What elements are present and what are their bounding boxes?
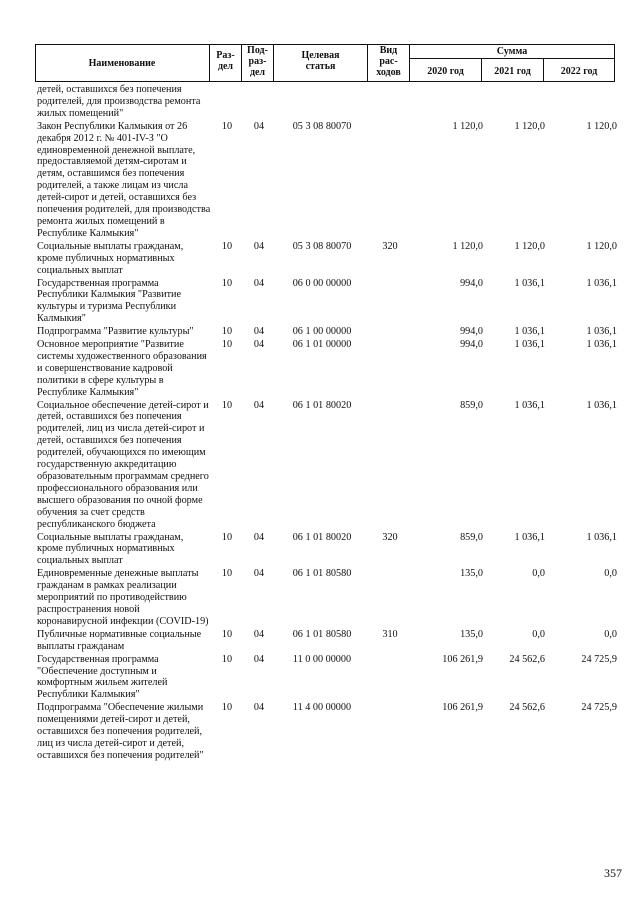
row-2022: 0,0 <box>604 628 617 640</box>
row-vr <box>369 400 411 532</box>
row-name: Подпрограмма "Обеспечение жилыми помещениями детей-сирот и детей, оставшихся без попечения родителей, лиц из числа детей-сирот и детей, оставшихся без попечения родителей" <box>37 702 204 761</box>
row-podrazdel: 04 <box>253 653 265 665</box>
row-2021 <box>483 84 545 121</box>
table-row <box>37 702 617 763</box>
row-vr <box>369 654 411 703</box>
row-razdel: 10 <box>221 339 233 351</box>
row-csr: 05 3 08 80070 <box>292 240 352 252</box>
table-row <box>37 400 617 532</box>
row-podrazdel: 04 <box>253 628 265 640</box>
table-row <box>37 121 617 241</box>
row-vr <box>369 84 411 121</box>
table-row <box>37 241 617 278</box>
row-vr <box>369 121 411 241</box>
header-2021: 2021 год <box>494 66 531 77</box>
row-2021: 1 036,1 <box>514 339 545 351</box>
table-row <box>37 339 617 400</box>
row-2021: 1 036,1 <box>514 399 545 411</box>
row-razdel: 10 <box>221 240 233 252</box>
row-name: Единовременные денежные выплаты гражданам в рамках реализации мероприятий по противодействию распространения новой коронавирусной инфекции (COVID-19) <box>37 568 209 627</box>
row-vr <box>369 568 411 629</box>
row-razdel: 10 <box>221 120 233 132</box>
row-2020: 106 261,9 <box>442 702 483 714</box>
page-number: 357 <box>604 866 622 880</box>
header-csr: Целевая статья <box>301 50 340 72</box>
row-vr: 320 <box>382 240 398 252</box>
header-name: Наименование <box>88 58 156 69</box>
row-name: Государственная программа "Обеспечение доступным и комфортным жильем жителей Республики Калмыкия" <box>37 653 168 701</box>
row-podrazdel: 04 <box>253 339 265 351</box>
row-podrazdel <box>243 84 275 121</box>
row-2020: 994,0 <box>460 277 483 289</box>
row-podrazdel: 04 <box>253 277 265 289</box>
row-2021: 0,0 <box>532 628 545 640</box>
row-2022: 24 725,9 <box>581 653 617 665</box>
row-2021: 24 562,6 <box>509 702 545 714</box>
row-razdel: 10 <box>221 628 233 640</box>
row-2022: 1 120,0 <box>586 120 617 132</box>
row-csr: 06 1 01 00000 <box>292 339 352 351</box>
header-razdel: Раз- дел <box>216 50 235 72</box>
row-2022: 1 036,1 <box>586 339 617 351</box>
row-2020: 859,0 <box>460 531 483 543</box>
row-name: Социальные выплаты гражданам, кроме публичных нормативных социальных выплат <box>37 240 184 276</box>
row-csr: 06 0 00 00000 <box>292 277 352 289</box>
row-vr: 310 <box>382 628 398 640</box>
row-podrazdel: 04 <box>253 399 265 411</box>
row-2021: 1 036,1 <box>514 326 545 338</box>
row-vr: 320 <box>382 531 398 543</box>
row-vr <box>369 326 411 339</box>
row-2020: 135,0 <box>460 568 483 580</box>
row-2021: 1 120,0 <box>514 120 545 132</box>
header-podrazdel: Под- раз- дел <box>247 45 268 78</box>
row-2020: 1 120,0 <box>452 120 483 132</box>
row-2020: 994,0 <box>460 339 483 351</box>
row-name: Социальное обеспечение детей-сирот и детей, оставшихся без попечения родителей, лиц из числа детей-сирот и детей, оставшихся без попечения родителей, обучающихся по имеющим государственную аккредитацию образовательным программам среднего профессионального образования или высшего образования по очной форме обучения за счет средств республиканского бюджета <box>37 399 209 530</box>
row-name: Подпрограмма "Развитие культуры" <box>37 326 194 338</box>
row-name: детей, оставшихся без попечения родителей, для производства ремонта жилых помещений" <box>37 84 201 119</box>
row-csr: 05 3 08 80070 <box>292 120 352 132</box>
row-2021: 1 036,1 <box>514 277 545 289</box>
row-2022: 1 120,0 <box>586 240 617 252</box>
row-razdel: 10 <box>221 702 233 714</box>
row-razdel: 10 <box>221 531 233 543</box>
table-row <box>37 532 617 569</box>
row-csr: 06 1 01 80020 <box>292 399 352 411</box>
row-2020 <box>411 84 483 121</box>
row-razdel: 10 <box>221 277 233 289</box>
row-2022: 0,0 <box>604 568 617 580</box>
row-name: Закон Республики Калмыкия от 26 декабря 2012 г. № 401-IV-З "О единовременной денежной выплате, предоставляемой детям-сиротам и детям, оставшимся без попечения родителей, а также лицам из числа детей-сирот и детей, оставшихся без попечения родителей, для производства ремонта жилых помещений в Республике Калмыкия" <box>37 120 211 239</box>
row-2022: 24 725,9 <box>581 702 617 714</box>
row-podrazdel: 04 <box>253 702 265 714</box>
row-podrazdel: 04 <box>253 568 265 580</box>
row-2020: 994,0 <box>460 326 483 338</box>
row-podrazdel: 04 <box>253 120 265 132</box>
row-2022: 1 036,1 <box>586 399 617 411</box>
row-2021: 1 036,1 <box>514 531 545 543</box>
row-razdel: 10 <box>221 653 233 665</box>
header-vr: Вид рас- ходов <box>376 45 401 78</box>
table-header <box>35 44 615 82</box>
row-2021: 24 562,6 <box>509 653 545 665</box>
row-podrazdel: 04 <box>253 326 265 338</box>
table-row <box>37 654 617 703</box>
row-csr: 06 1 01 80580 <box>292 568 352 580</box>
row-razdel: 10 <box>221 399 233 411</box>
row-name: Социальные выплаты гражданам, кроме публичных нормативных социальных выплат <box>37 531 184 567</box>
row-podrazdel: 04 <box>253 531 265 543</box>
row-csr: 06 1 01 80580 <box>292 628 352 640</box>
budget-table <box>37 84 617 763</box>
header-2022: 2022 год <box>560 66 598 77</box>
table-row <box>37 326 617 339</box>
row-csr: 11 0 00 00000 <box>292 653 352 665</box>
row-vr <box>369 702 411 763</box>
row-2022: 1 036,1 <box>586 326 617 338</box>
table-row <box>37 84 617 121</box>
row-csr: 06 1 01 80020 <box>292 531 352 543</box>
row-2022: 1 036,1 <box>586 277 617 289</box>
row-name: Основное мероприятие "Развитие системы художественного образования и совершенствование кадровой политики в сфере культуры в Республике Калмыкия" <box>37 339 207 398</box>
row-csr: 06 1 00 00000 <box>292 326 352 338</box>
row-2022 <box>545 84 617 121</box>
row-csr <box>275 84 369 121</box>
table-row <box>37 629 617 654</box>
row-razdel: 10 <box>221 326 233 338</box>
row-2021: 0,0 <box>532 568 545 580</box>
row-2022: 1 036,1 <box>586 531 617 543</box>
header-summa: Сумма <box>496 46 528 57</box>
table-row <box>37 278 617 327</box>
row-2021: 1 120,0 <box>514 240 545 252</box>
header-2020: 2020 год <box>427 66 464 77</box>
row-csr: 11 4 00 00000 <box>292 702 352 714</box>
row-vr <box>369 278 411 327</box>
row-2020: 859,0 <box>460 399 483 411</box>
row-name: Государственная программа Республики Калмыкия "Развитие культуры и туризма Республики Калмыкия" <box>37 277 181 325</box>
table-row <box>37 568 617 629</box>
row-2020: 135,0 <box>460 628 483 640</box>
row-2020: 1 120,0 <box>452 240 483 252</box>
row-razdel: 10 <box>221 568 233 580</box>
row-razdel <box>211 84 243 121</box>
row-vr <box>369 339 411 400</box>
row-name: Публичные нормативные социальные выплаты гражданам <box>37 628 202 652</box>
row-2020: 106 261,9 <box>442 653 483 665</box>
row-podrazdel: 04 <box>253 240 265 252</box>
